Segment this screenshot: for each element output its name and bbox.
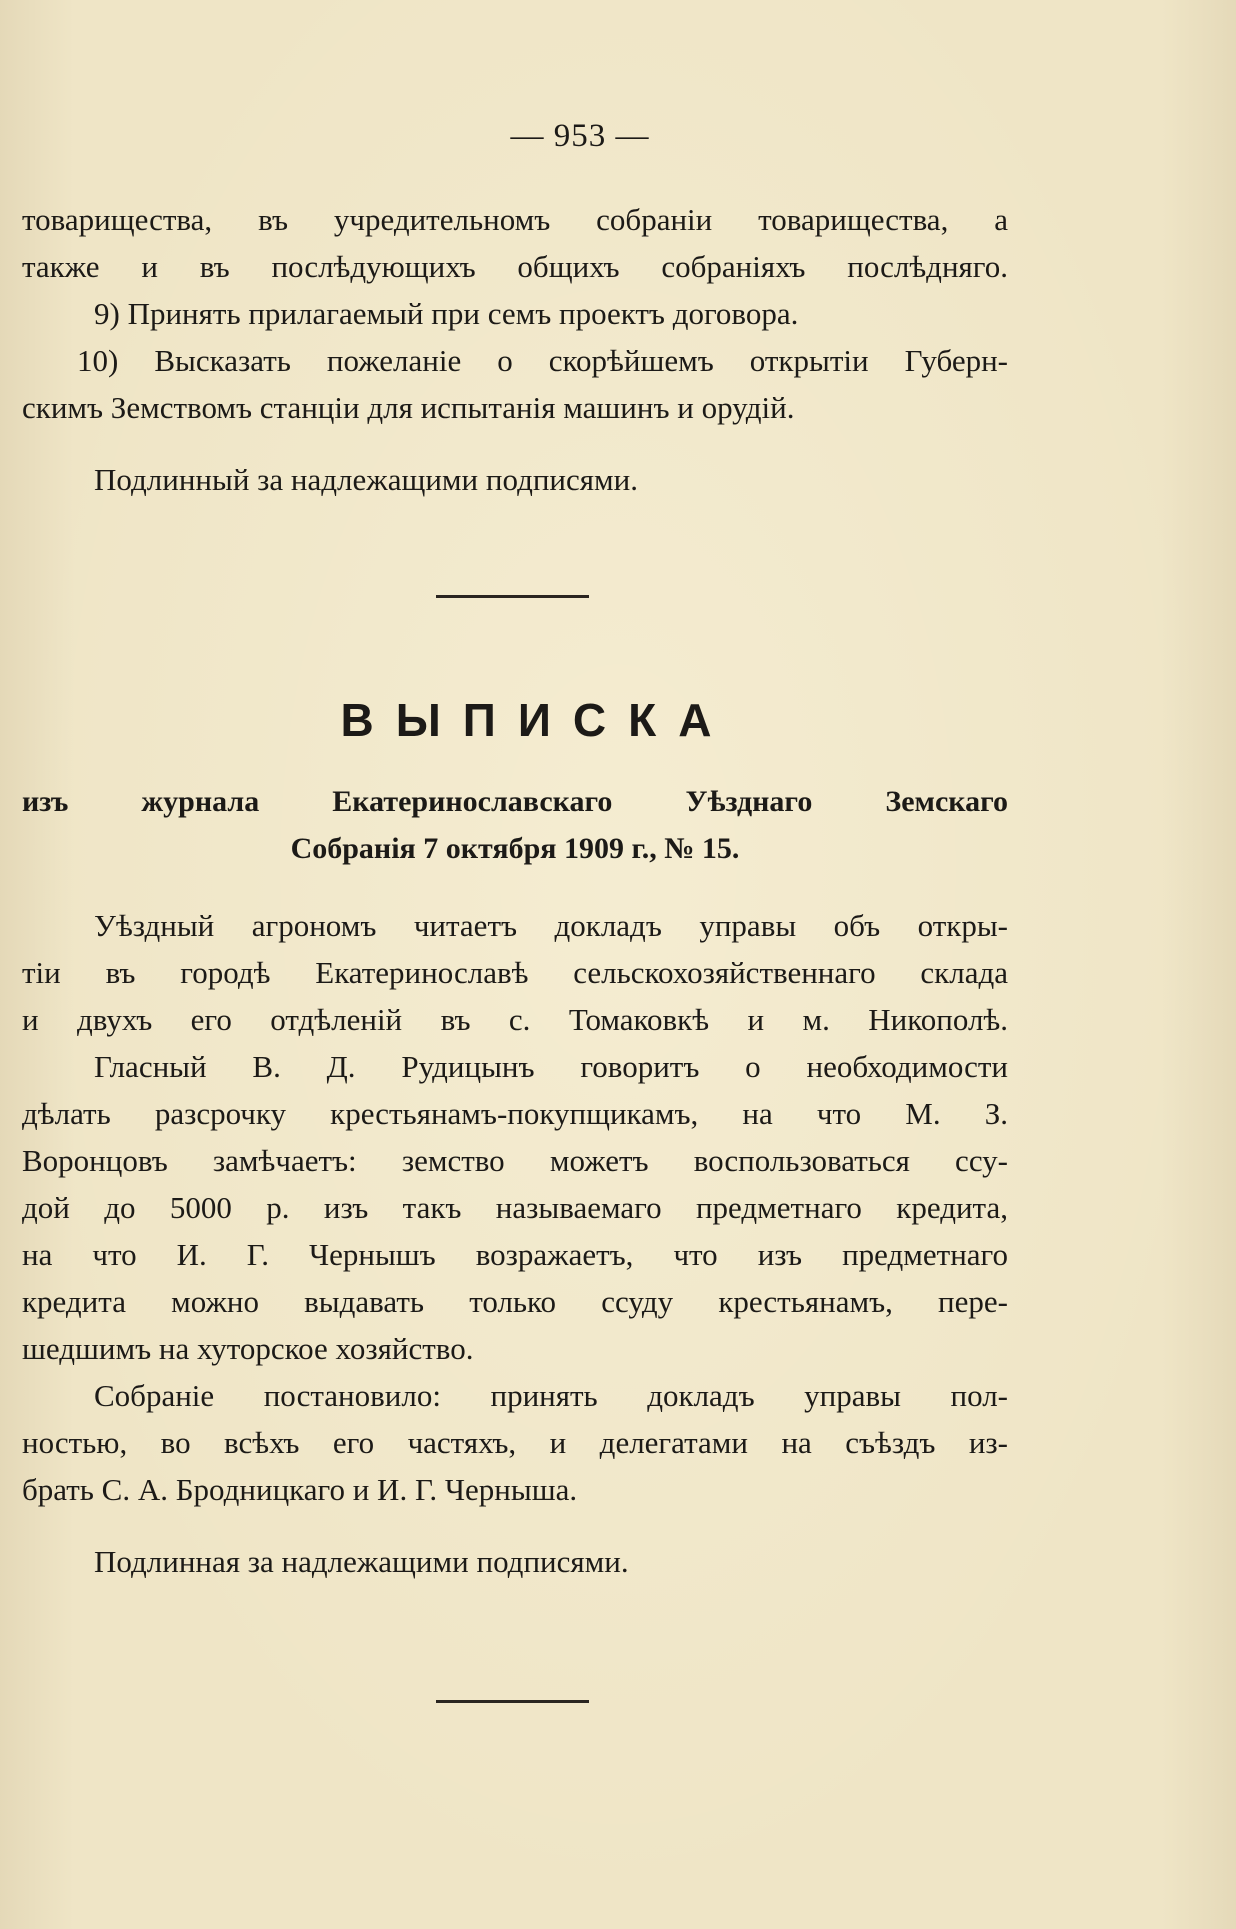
extract-subheading — [22, 778, 1008, 872]
resolution-item-10: 10) Высказать пожеланіе о скорѣйшемъ открытіи Губерн- — [77, 343, 1008, 378]
paragraph-line: брать С. А. Бродницкаго и И. Г. Черныша. — [22, 1472, 578, 1507]
paragraph-line: на что И. Г. Чернышъ возражаетъ, что изъ предметнаго — [22, 1237, 1008, 1272]
signature-note-2 — [22, 1538, 1008, 1585]
page-number: — 953 — — [510, 118, 650, 154]
paragraph-line: дой до 5000 р. изъ такъ называемаго предметнаго кредита, — [22, 1190, 1008, 1225]
paragraph-line: дѣлать разсрочку крестьянамъ-покупщикамъ, на что М. З. — [22, 1096, 1008, 1131]
signature-text: Подлинный за надлежащими подписями. — [94, 462, 638, 497]
paragraph-line: ностью, во всѣхъ его частяхъ, и делегатами на съѣздъ из- — [22, 1425, 1008, 1460]
paragraph-line: Уѣздный агрономъ читаетъ докладъ управы объ откры- — [94, 908, 1008, 943]
paragraph-line: и двухъ его отдѣленій въ с. Томаковкѣ и м. Никополѣ. — [22, 1002, 1008, 1037]
paragraph-line: Собраніе постановило: принять докладъ управы пол- — [94, 1378, 1008, 1413]
subheading-line: изъ журнала Екатеринославскаго Уѣзднаго Земскаго — [22, 785, 1008, 818]
signature-text: Подлинная за надлежащими подписями. — [94, 1544, 629, 1579]
paragraph-line: Воронцовъ замѣчаетъ: земство можетъ воспользоваться ссу- — [22, 1143, 1008, 1178]
section-divider — [436, 595, 589, 598]
paragraph-line: тіи въ городѣ Екатеринославѣ сельскохозяйственнаго склада — [22, 955, 1008, 990]
text-line: также и въ послѣдующихъ общихъ собраніяхъ послѣдняго. — [22, 249, 1008, 284]
resolution-item-9: 9) Принять прилагаемый при семъ проектъ договора. — [94, 296, 799, 331]
paragraph-line: кредита можно выдавать только ссуду крестьянамъ, пере- — [22, 1284, 1008, 1319]
paragraph-line: шедшимъ на хуторское хозяйство. — [22, 1331, 474, 1366]
text-line: товарищества, въ учредительномъ собраніи товарищества, а — [22, 202, 1008, 237]
extract-heading: ВЫПИСКА — [340, 694, 734, 746]
closing-divider — [436, 1700, 589, 1703]
signature-note-1 — [22, 456, 1008, 503]
paragraph-line: Гласный В. Д. Рудицынъ говоритъ о необходимости — [94, 1049, 1008, 1084]
extract-body — [22, 902, 1008, 1513]
subheading-line: Собранія 7 октября 1909 г., № 15. — [290, 832, 740, 865]
continuation-text — [22, 196, 1008, 431]
text-line: скимъ Земствомъ станціи для испытанія машинъ и орудій. — [22, 390, 795, 425]
